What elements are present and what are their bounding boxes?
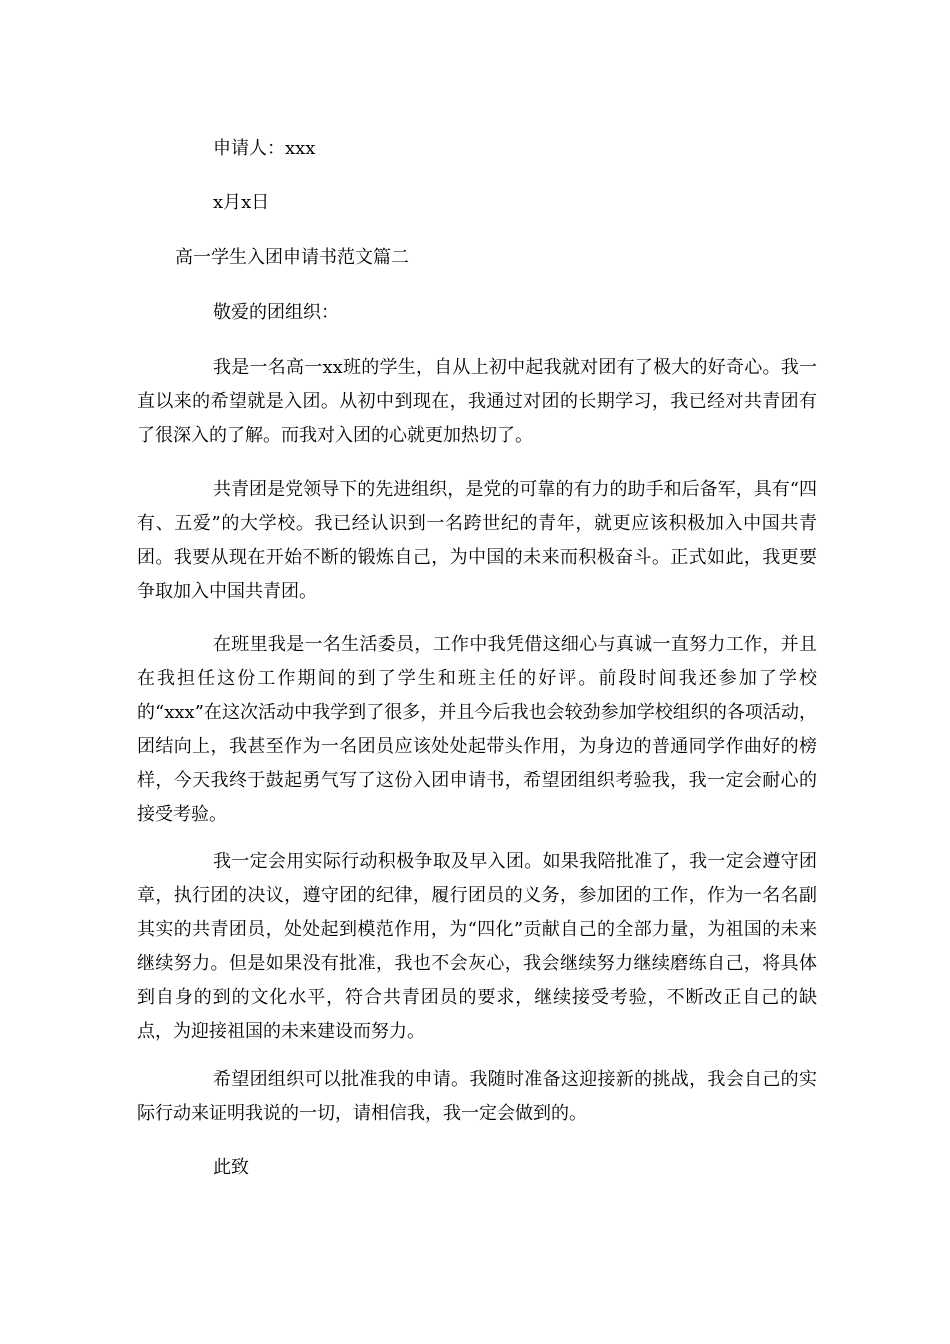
date-line: x月x日 [213,192,270,213]
applicant-line: 申请人：xxx [213,138,316,159]
paragraph-4: 我一定会用实际行动积极争取及早入团。如果我陪批准了，我一定会遵守团章，执行团的决议，遵守团的纪律，履行团员的义务，参加团的工作，作为一名名副其实的共青团员，处处起到模范作用，为“四化”贡献自己的全部力量，为祖国的未来继续努力。但是如果没有批准，我也不会灰心，我会继续努力继续磨练自己，将具体到自身的到的文化水平，符合共青团员的要求，继续接受考验，不断改正自己的缺点，为迎接祖国的未来建设而努力。 [137,851,817,1042]
paragraph-5: 希望团组织可以批准我的申请。我随时准备这迎接新的挑战，我会自己的实际行动来证明我说的一切，请相信我，我一定会做到的。 [137,1069,817,1124]
document-title: 高一学生入团申请书范文篇二 [175,247,409,268]
salutation: 敬爱的团组织： [213,302,339,323]
paragraph-3: 在班里我是一名生活委员，工作中我凭借这细心与真诚一直努力工作，并且在我担任这份工作期间的到了学生和班主任的好评。前段时间我还参加了学校的“xxx”在这次活动中我学到了很多，并且今后我也会较劲参加学校组织的各项活动，团结向上，我甚至作为一名团员应该处处起带头作用，为身边的普通同学作曲好的榜样，今天我终于鼓起勇气写了这份入团申请书，希望团组织考验我，我一定会耐心的接受考验。 [137,634,817,825]
paragraph-1: 我是一名高一xx班的学生，自从上初中起我就对团有了极大的好奇心。我一直以来的希望就是入团。从初中到现在，我通过对团的长期学习，我已经对共青团有了很深入的了解。而我对入团的心就更加热切了。 [137,357,817,446]
paragraph-2: 共青团是党领导下的先进组织，是党的可靠的有力的助手和后备军，具有“四有、五爱”的大学校。我已经认识到一名跨世纪的青年，就更应该积极加入中国共青团。我要从现在开始不断的锻炼自己，为中国的未来而积极奋斗。正式如此，我更要争取加入中国共青团。 [137,479,817,602]
closing-line: 此致 [213,1157,249,1178]
